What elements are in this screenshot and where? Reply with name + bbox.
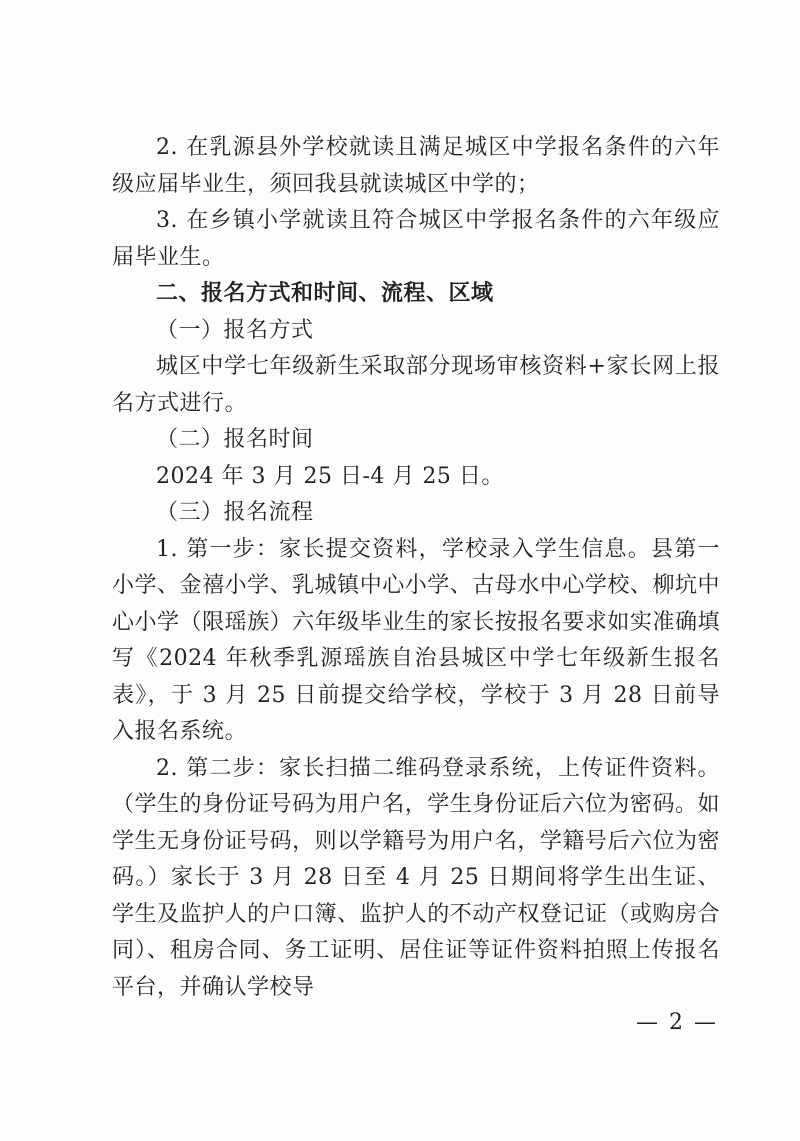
subheading-registration-time: （二）报名时间 (156, 427, 314, 452)
subheading-registration-process: （三）报名流程 (156, 500, 314, 525)
paragraph-item-3: 3. 在乡镇小学就读且符合城区中学报名条件的六年级应届毕业生。 (112, 208, 720, 270)
section-heading-registration: 二、报名方式和时间、流程、区域 (156, 281, 494, 306)
paragraph-step-two: 2. 第二步：家长扫描二维码登录系统，上传证件资料。（学生的身份证号码为用户名，学生身份证后六位为密码。如学生无身份证号码，则以学籍号为用户名，学籍号后六位为密码。）家长于 3 月 28 日至 4 月 25 日期间将学生出生证、学生及监护人的户口簿、监护人的不动产权登记证（或购房合同）、租房合同、务工证明、居住证等证件资料拍照上传报名平台，并确认学校导 (112, 755, 720, 1000)
document-body (112, 130, 720, 1006)
subheading-registration-method: （一）报名方式 (156, 317, 314, 343)
paragraph-step-one: 1. 第一步：家长提交资料，学校录入学生信息。县第一小学、金禧小学、乳城镇中心小学、古母水中心学校、柳坑中心小学（限瑶族）六年级毕业生的家长按报名要求如实准确填写《2024 年秋季乳源瑶族自治县城区中学七年级新生报名表》，于 3 月 25 日前提交给学校，学校于 3 月 28 日前导入报名系统。 (112, 536, 720, 744)
paragraph-registration-time: 2024 年 3 月 25 日-4 月 25 日。 (156, 463, 504, 489)
page-number: — 2 — (636, 1010, 718, 1035)
paragraph-item-2: 2. 在乳源县外学校就读且满足城区中学报名条件的六年级应届毕业生，须回我县就读城区中学的； (112, 135, 720, 197)
paragraph-registration-method: 城区中学七年级新生采取部分现场审核资料+家长网上报名方式进行。 (112, 354, 720, 416)
